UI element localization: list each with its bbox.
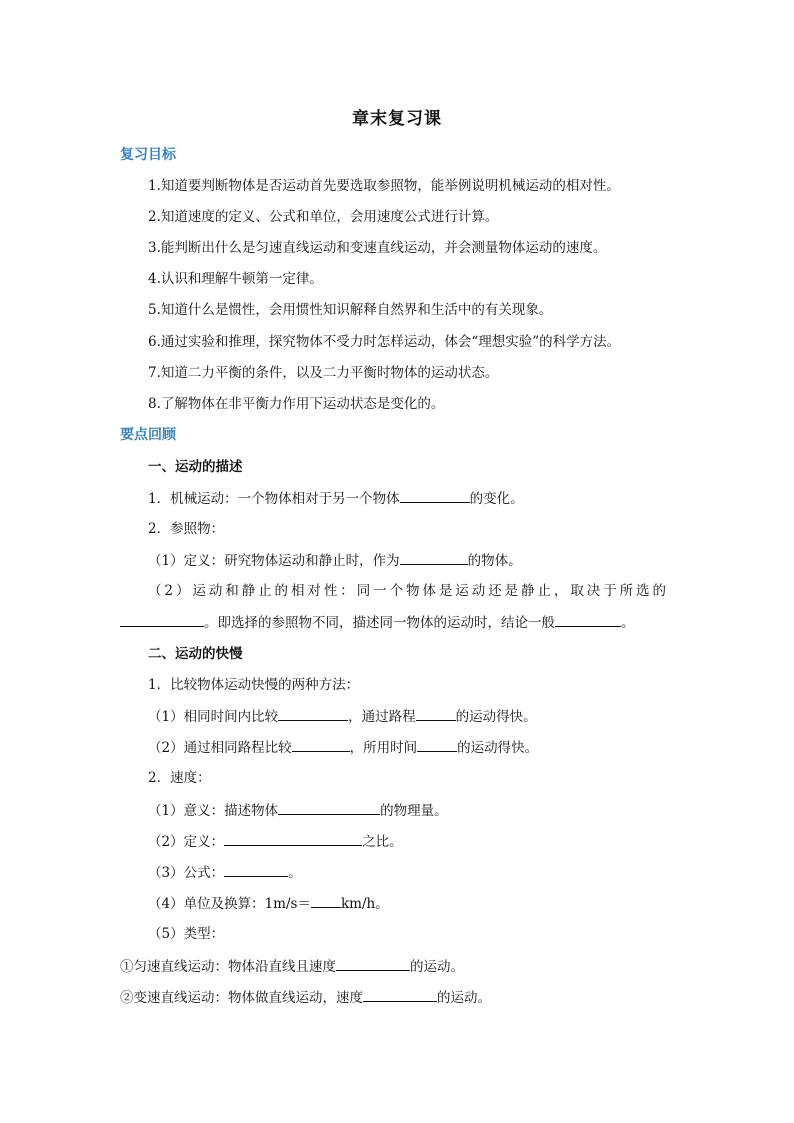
subheading-motion-description: 一、运动的描述 [148,459,243,475]
goal-item-2: 2.知道速度的定义、公式和单位，会用速度公式进行计算。 [148,209,499,225]
goal-item-6: 6.通过实验和推理，探究物体不受力时怎样运动，体会“理想实验”的科学方法。 [148,334,621,350]
answer-blank[interactable] [278,706,348,721]
line-speed-definition: （2）定义： 之比。 [148,831,403,852]
goal-item-3: 3.能判断出什么是匀速直线运动和变速直线运动，并会测量物体运动的速度。 [148,240,607,256]
page-title: 章末复习课 [352,109,442,129]
answer-blank[interactable] [120,612,204,627]
goal-item-4: 4.认识和理解牛顿第一定律。 [148,271,323,287]
heading-review-goals: 复习目标 [120,147,176,163]
line-speed: 2．速度： [148,770,211,786]
answer-blank[interactable] [278,800,380,815]
answer-blank[interactable] [416,706,456,721]
goal-item-7: 7.知道二力平衡的条件，以及二力平衡时物体的运动状态。 [148,365,499,381]
goal-item-1: 1.知道要判断物体是否运动首先要选取参照物，能举例说明机械运动的相对性。 [148,178,620,194]
line-uniform-motion: ①匀速直线运动：物体沿直线且速度 的运动。 [120,956,464,977]
line-method-2: （2）通过相同路程比较 ，所用时间 的运动得快。 [148,737,538,758]
subheading-speed-of-motion: 二、运动的快慢 [148,646,243,662]
line-definition: （1）定义：研究物体运动和静止时，作为 的物体。 [148,550,522,571]
line-reference-object: 2．参照物： [148,521,225,537]
line-relativity: （2）运动和静止的相对性：同一个物体是运动还是静止，取决于所选的 [148,583,666,599]
line-relativity-cont: 。即选择的参照物不同，描述同一物体的运动时，结论一般 。 [120,612,635,633]
answer-blank[interactable] [336,956,410,971]
answer-blank[interactable] [224,831,362,846]
line-unit-conversion: （4）单位及换算：1m/s＝ km/h。 [148,893,389,914]
line-method-1: （1）相同时间内比较 ，通过路程 的运动得快。 [148,706,537,727]
line-mechanical-motion: 1．机械运动：一个物体相对于另一个物体 的变化。 [148,488,524,509]
line-variable-motion: ②变速直线运动：物体做直线运动，速度 的运动。 [120,987,491,1008]
answer-blank[interactable] [417,737,457,752]
line-formula: （3）公式： 。 [148,862,302,883]
answer-blank[interactable] [292,737,350,752]
heading-key-points: 要点回顾 [120,427,176,443]
goal-item-8: 8.了解物体在非平衡力作用下运动状态是变化的。 [148,396,445,412]
answer-blank[interactable] [400,488,470,503]
answer-blank[interactable] [224,862,288,877]
answer-blank[interactable] [400,550,468,565]
answer-blank[interactable] [555,612,621,627]
line-meaning: （1）意义：描述物体 的物理量。 [148,800,448,821]
answer-blank[interactable] [311,893,341,908]
line-types: （5）类型： [148,926,225,942]
answer-blank[interactable] [363,987,437,1002]
line-compare-methods: 1．比较物体运动快慢的两种方法： [148,677,360,693]
goal-item-5: 5.知道什么是惯性，会用惯性知识解释自然界和生活中的有关现象。 [148,302,553,318]
